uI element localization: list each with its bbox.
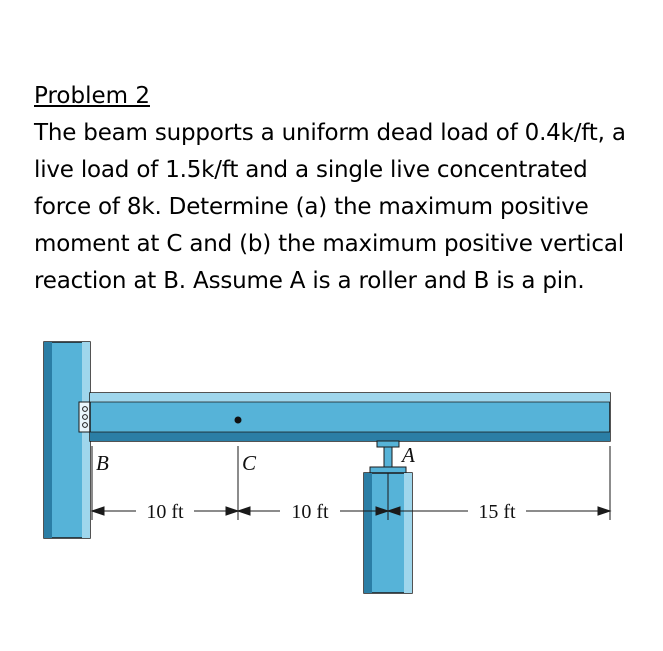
dimension-label-ca: 10 ft: [291, 501, 329, 523]
problem-title: Problem 2: [34, 83, 150, 109]
label-a: A: [402, 443, 415, 467]
problem-text: The beam supports a uniform dead load of 0.4k/ft, a live load of 1.5k/ft and a single live concentrated force of 8k. Determine (a) the maximum positive moment at C and (b) the maximum positive vertical reaction at B. Assume A is a roller and B is a pin.: [34, 120, 626, 294]
label-b: B: [96, 451, 109, 475]
label-c: C: [242, 451, 257, 475]
point-c-marker: [235, 417, 242, 424]
beam: [90, 393, 610, 441]
dimension-label-bc: 10 ft: [146, 501, 184, 523]
dimension-label-a-end: 15 ft: [478, 501, 516, 523]
wall-column: [44, 342, 90, 538]
